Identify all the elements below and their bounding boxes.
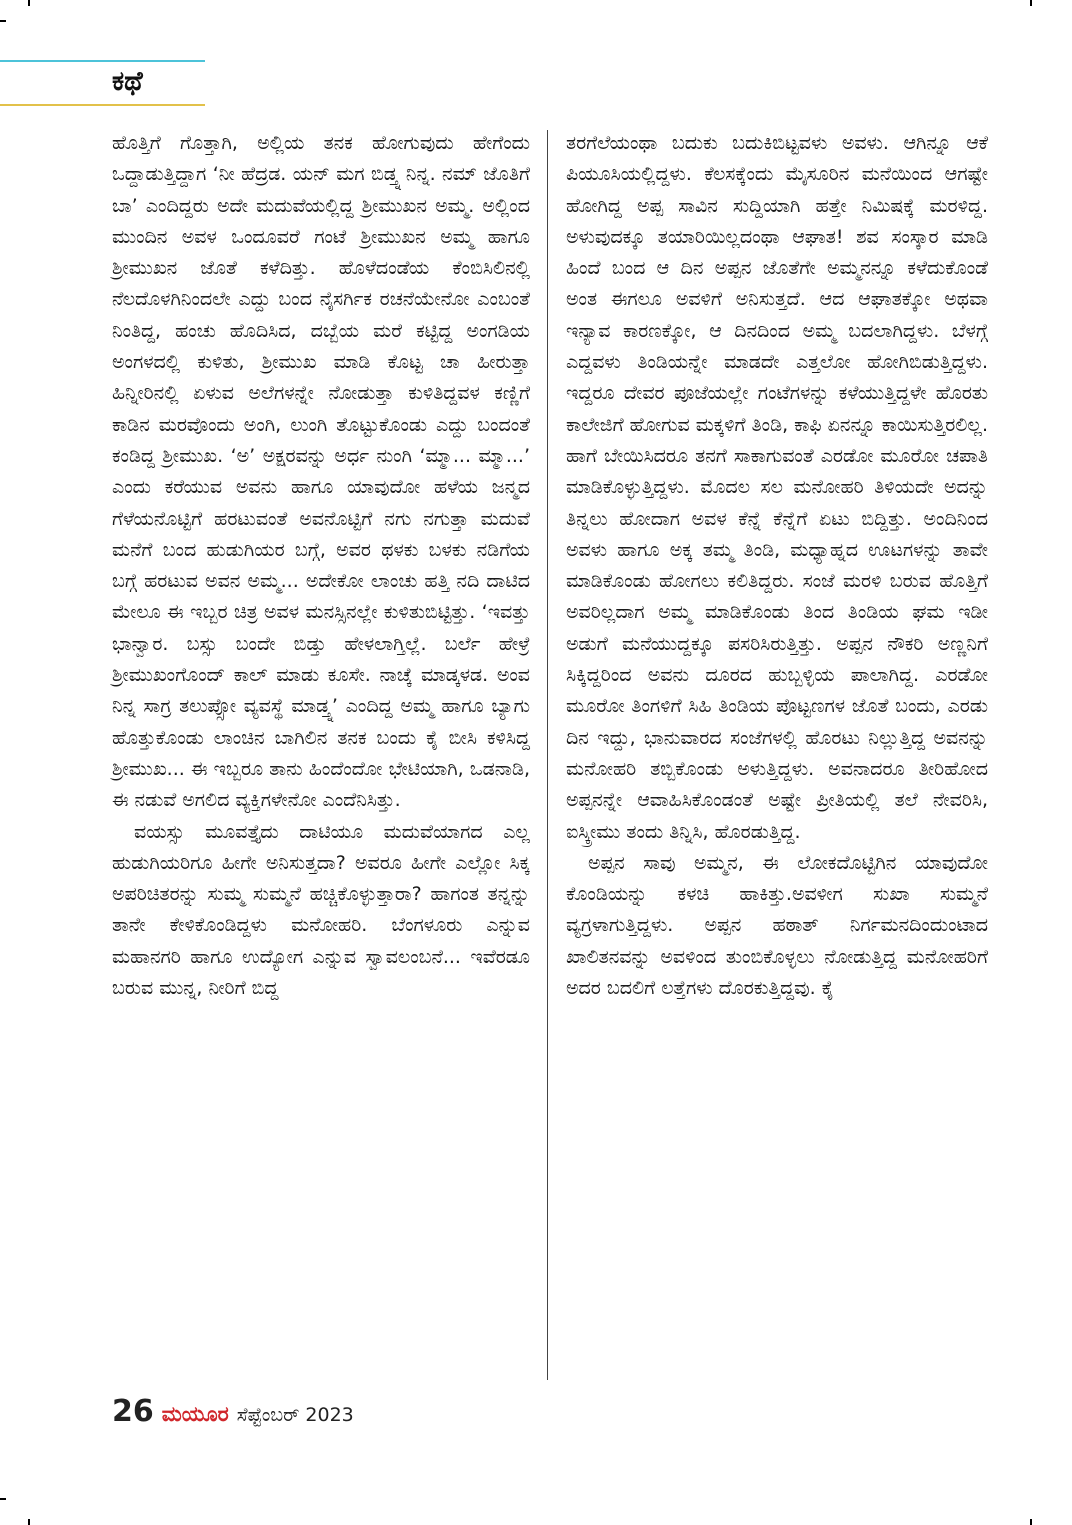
- paragraph: ಅಪ್ಪನ ಸಾವು ಅಮ್ಮನ, ಈ ಲೋಕದೊಟ್ಟಿಗಿನ ಯಾವುದೋ ಕೊಂಡಿಯನ್ನು ಕಳಚಿ ಹಾಕಿತ್ತು.ಅವಳೀಗ ಸುಖಾ ಸುಮ್ಮನೆ ವ್ಯಗ್ರಳಾಗುತ್ತಿದ್ದಳು. ಅಪ್ಪನ ಹಠಾತ್ ನಿರ್ಗಮನದಿಂದುಂಟಾದ ಖಾಲಿತನವನ್ನು ಅವಳಿಂದ ತುಂಬಿಕೊಳ್ಳಲು ನೋಡುತ್ತಿದ್ದ ಮನೋಹರಿಗೆ ಅದರ ಬದಲಿಗೆ ಲತ್ತೆಗಳು ದೊರಕುತ್ತಿದ್ದವು. ಕೈ: [566, 851, 988, 1000]
- issue-date: ಸೆಪ್ಟೆಂಬರ್ 2023: [236, 1404, 354, 1426]
- magazine-logo: ಮಯೂರ: [161, 1402, 229, 1426]
- crop-mark: [1030, 1519, 1032, 1525]
- paragraph: ವಯಸ್ಸು ಮೂವತ್ತೈದು ದಾಟಿಯೂ ಮದುವೆಯಾಗದ ಎಲ್ಲ ಹುಡುಗಿಯರಿಗೂ ಹೀಗೇ ಅನಿಸುತ್ತದಾ? ಅವರೂ ಹೀಗೇ ಎಲ್ಲೋ ಸಿಕ್ಕ ಅಪರಿಚಿತರನ್ನು ಸುಮ್ಮ ಸುಮ್ಮನೆ ಹಚ್ಚಿಕೊಳ್ಳುತ್ತಾರಾ? ಹಾಗಂತ ತನ್ನನ್ನು ತಾನೇ ಕೇಳಿಕೊಂಡಿದ್ದಳು ಮನೋಹರಿ. ಬೆಂಗಳೂರು ಎನ್ನುವ ಮಹಾನಗರಿ ಹಾಗೂ ಉದ್ಯೋಗ ಎನ್ನುವ ಸ್ವಾವಲಂಬನೆ... ಇವೆರಡೂ ಬರುವ ಮುನ್ನ, ನೀರಿಗೆ ಬಿದ್ದ: [112, 820, 530, 1000]
- crop-mark: [28, 1519, 30, 1525]
- crop-mark: [0, 1498, 6, 1500]
- page-footer: [112, 1394, 354, 1429]
- column-divider: [547, 130, 548, 1380]
- section-title: ಕಥೆ: [112, 66, 143, 97]
- crop-mark: [28, 0, 30, 6]
- crop-mark: [0, 20, 6, 22]
- section-rule-top: [0, 60, 205, 62]
- page-number: 26: [112, 1394, 154, 1429]
- paragraph: ತರಗೆಲೆಯಂಥಾ ಬದುಕು ಬದುಕಿಬಿಟ್ಟವಳು ಅವಳು. ಆಗಿನ್ನೂ ಆಕೆ ಪಿಯೂಸಿಯಲ್ಲಿದ್ದಳು. ಕೆಲಸಕ್ಕೆಂದು ಮೈಸೂರಿನ ಮನೆಯಿಂದ ಆಗಷ್ಟೇ ಹೋಗಿದ್ದ ಅಪ್ಪ ಸಾವಿನ ಸುದ್ದಿಯಾಗಿ ಹತ್ತೇ ನಿಮಿಷಕ್ಕೆ ಮರಳಿದ್ದ. ಅಳುವುದಕ್ಕೂ ತಯಾರಿಯಿಲ್ಲದಂಥಾ ಆಘಾತ! ಶವ ಸಂಸ್ಕಾರ ಮಾಡಿ ಹಿಂದೆ ಬಂದ ಆ ದಿನ ಅಪ್ಪನ ಜೊತೆಗೇ ಅಮ್ಮನನ್ನೂ ಕಳೆದುಕೊಂಡೆ ಅಂತ ಈಗಲೂ ಅವಳಿಗೆ ಅನಿಸುತ್ತದೆ. ಆದ ಆಘಾತಕ್ಕೋ ಅಥವಾ ಇನ್ಯಾವ ಕಾರಣಕ್ಕೋ, ಆ ದಿನದಿಂದ ಅಮ್ಮ ಬದಲಾಗಿದ್ದಳು. ಬೆಳಗ್ಗೆ ಎದ್ದವಳು ತಿಂಡಿಯನ್ನೇ ಮಾಡದೇ ಎತ್ತಲೋ ಹೋಗಿಬಿಡುತ್ತಿದ್ದಳು. ಇದ್ದರೂ ದೇವರ ಪೂಜೆಯಲ್ಲೇ ಗಂಟೆಗಳನ್ನು ಕಳೆಯುತ್ತಿದ್ದಳೇ ಹೊರತು ಕಾಲೇಜಿಗೆ ಹೋಗುವ ಮಕ್ಕಳಿಗೆ ತಿಂಡಿ, ಕಾಫಿ ಏನನ್ನೂ ಕಾಯಿಸುತ್ತಿರಲಿಲ್ಲ. ಹಾಗೆ ಬೇಯಿಸಿದರೂ ತನಗೆ ಸಾಕಾಗುವಂತೆ ಎರಡೋ ಮೂರೋ ಚಪಾತಿ ಮಾಡಿಕೊಳ್ಳುತ್ತಿದ್ದಳು. ಮೊದಲ ಸಲ ಮನೋಹರಿ ತಿಳಿಯದೇ ಅದನ್ನು ತಿನ್ನಲು ಹೋದಾಗ ಅವಳ ಕೆನ್ನೆ ಕೆನ್ನೆಗೆ ಏಟು ಬಿದ್ದಿತ್ತು. ಅಂದಿನಿಂದ ಅವಳು ಹಾಗೂ ಅಕ್ಕ ತಮ್ಮ ತಿಂಡಿ, ಮಧ್ಯಾಹ್ನದ ಊಟಗಳನ್ನು ತಾವೇ ಮಾಡಿಕೊಂಡು ಹೋಗಲು ಕಲಿತಿದ್ದರು. ಸಂಜೆ ಮರಳಿ ಬರುವ ಹೊತ್ತಿಗೆ ಅವರಿಲ್ಲದಾಗ ಅಮ್ಮ ಮಾಡಿಕೊಂಡು ತಿಂದ ತಿಂಡಿಯ ಘಮ ಇಡೀ ಅಡುಗೆ ಮನೆಯುದ್ದಕ್ಕೂ ಪಸರಿಸಿರುತ್ತಿತ್ತು. ಅಪ್ಪನ ನೌಕರಿ ಅಣ್ಣನಿಗೆ ಸಿಕ್ಕಿದ್ದರಿಂದ ಅವನು ದೂರದ ಹುಬ್ಬಳ್ಳಿಯ ಪಾಲಾಗಿದ್ದ. ಎರಡೋ ಮೂರೋ ತಿಂಗಳಿಗೆ ಸಿಹಿ ತಿಂಡಿಯ ಪೊಟ್ಟಣಗಳ ಜೊತೆ ಬಂದು, ಎರಡು ದಿನ ಇದ್ದು, ಭಾನುವಾರದ ಸಂಜೆಗಳಲ್ಲಿ ಹೊರಟು ನಿಲ್ಲುತ್ತಿದ್ದ ಅವನನ್ನು ಮನೋಹರಿ ತಬ್ಬಿಕೊಂಡು ಅಳುತ್ತಿದ್ದಳು. ಅವನಾದರೂ ತೀರಿಹೋದ ಅಪ್ಪನನ್ನೇ ಆವಾಹಿಸಿಕೊಂಡಂತೆ ಅಷ್ಟೇ ಪ್ರೀತಿಯಲ್ಲಿ ತಲೆ ನೇವರಿಸಿ, ಐಸ್ಕ್ರೀಮು ತಂದು ತಿನ್ನಿಸಿ, ಹೊರಡುತ್ತಿದ್ದ.: [566, 132, 988, 843]
- left-column: [112, 128, 530, 1004]
- section-rule-bottom: [0, 104, 205, 106]
- right-column: [566, 128, 988, 1004]
- crop-mark: [1030, 0, 1032, 6]
- paragraph: ಹೊತ್ತಿಗೆ ಗೊತ್ತಾಗಿ, ಅಲ್ಲಿಯ ತನಕ ಹೋಗುವುದು ಹೇಗೆಂದು ಒದ್ದಾಡುತ್ತಿದ್ದಾಗ ‘ನೀ ಹೆದ್ರಡ. ಯನ್ ಮಗ ಬಿಡ್ತ್ನ ನಿನ್ನ. ನಮ್ ಜೊತಿಗೆ ಬಾ’ ಎಂದಿದ್ದರು ಅದೇ ಮದುವೆಯಲ್ಲಿದ್ದ ಶ್ರೀಮುಖನ ಅಮ್ಮ. ಅಲ್ಲಿಂದ ಮುಂದಿನ ಅವಳ ಒಂದೂವರೆ ಗಂಟೆ ಶ್ರೀಮುಖನ ಅಮ್ಮ ಹಾಗೂ ಶ್ರೀಮುಖನ ಜೊತೆ ಕಳೆದಿತ್ತು. ಹೊಳೆದಂಡೆಯ ಕೆಂಬಿಸಿಲಿನಲ್ಲಿ ನೆಲದೊಳಗಿನಿಂದಲೇ ಎದ್ದು ಬಂದ ನೈಸರ್ಗಿಕ ರಚನೆಯೇನೋ ಎಂಬಂತೆ ನಿಂತಿದ್ದ, ಹಂಚು ಹೊದಿಸಿದ, ದಬ್ಬೆಯ ಮರೆ ಕಟ್ಟಿದ್ದ ಅಂಗಡಿಯ ಅಂಗಳದಲ್ಲಿ ಕುಳಿತು, ಶ್ರೀಮುಖ ಮಾಡಿ ಕೊಟ್ಟ ಚಾ ಹೀರುತ್ತಾ ಹಿನ್ನೀರಿನಲ್ಲಿ ಏಳುವ ಅಲೆಗಳನ್ನೇ ನೋಡುತ್ತಾ ಕುಳಿತಿದ್ದವಳ ಕಣ್ಣಿಗೆ ಕಾಡಿನ ಮರವೊಂದು ಅಂಗಿ, ಲುಂಗಿ ತೊಟ್ಟುಕೊಂಡು ಎದ್ದು ಬಂದಂತೆ ಕಂಡಿದ್ದ ಶ್ರೀಮುಖ. ‘ಅ’ ಅಕ್ಷರವನ್ನು ಅರ್ಧ ನುಂಗಿ ‘ಮ್ಮಾ... ಮ್ಮಾ...’ ಎಂದು ಕರೆಯುವ ಅವನು ಹಾಗೂ ಯಾವುದೋ ಹಳೆಯ ಜನ್ಮದ ಗೆಳೆಯನೊಟ್ಟಿಗೆ ಹರಟುವಂತೆ ಅವನೊಟ್ಟಿಗೆ ನಗು ನಗುತ್ತಾ ಮದುವೆ ಮನೆಗೆ ಬಂದ ಹುಡುಗಿಯರ ಬಗ್ಗೆ, ಅವರ ಥಳಕು ಬಳಕು ನಡಿಗೆಯ ಬಗ್ಗೆ ಹರಟುವ ಅವನ ಅಮ್ಮ... ಅದೇಕೋ ಲಾಂಚು ಹತ್ತಿ ನದಿ ದಾಟಿದ ಮೇಲೂ ಈ ಇಬ್ಬರ ಚಿತ್ರ ಅವಳ ಮನಸ್ಸಿನಲ್ಲೇ ಕುಳಿತುಬಿಟ್ಟಿತ್ತು. ‘ಇವತ್ತು ಭಾನ್ವಾರ. ಬಸ್ಸು ಬಂದೇ ಬಿಡ್ತು ಹೇಳಲಾಗ್ತಿಲ್ಲೆ. ಬರ್ಲೆ ಹೇಳ್ರೆ ಶ್ರೀಮುಖಂಗೊಂದ್ ಕಾಲ್ ಮಾಡು ಕೂಸೇ. ನಾಚ್ಕೆ ಮಾಡ್ಕಳಡ. ಅಂವ ನಿನ್ನ ಸಾಗ್ರ ತಲುಪ್ಸೋ ವ್ಯವಸ್ಥೆ ಮಾಡ್ತ್ನ’ ಎಂದಿದ್ದ ಅಮ್ಮ ಹಾಗೂ ಬ್ಯಾಗು ಹೊತ್ತುಕೊಂಡು ಲಾಂಚಿನ ಬಾಗಿಲಿನ ತನಕ ಬಂದು ಕೈ ಬೀಸಿ ಕಳಿಸಿದ್ದ ಶ್ರೀಮುಖ... ಈ ಇಬ್ಬರೂ ತಾನು ಹಿಂದೆಂದೋ ಭೇಟಿಯಾಗಿ, ಒಡನಾಡಿ, ಈ ನಡುವೆ ಅಗಲಿದ ವ್ಯಕ್ತಿಗಳೇನೋ ಎಂದೆನಿಸಿತ್ತು.: [112, 132, 530, 812]
